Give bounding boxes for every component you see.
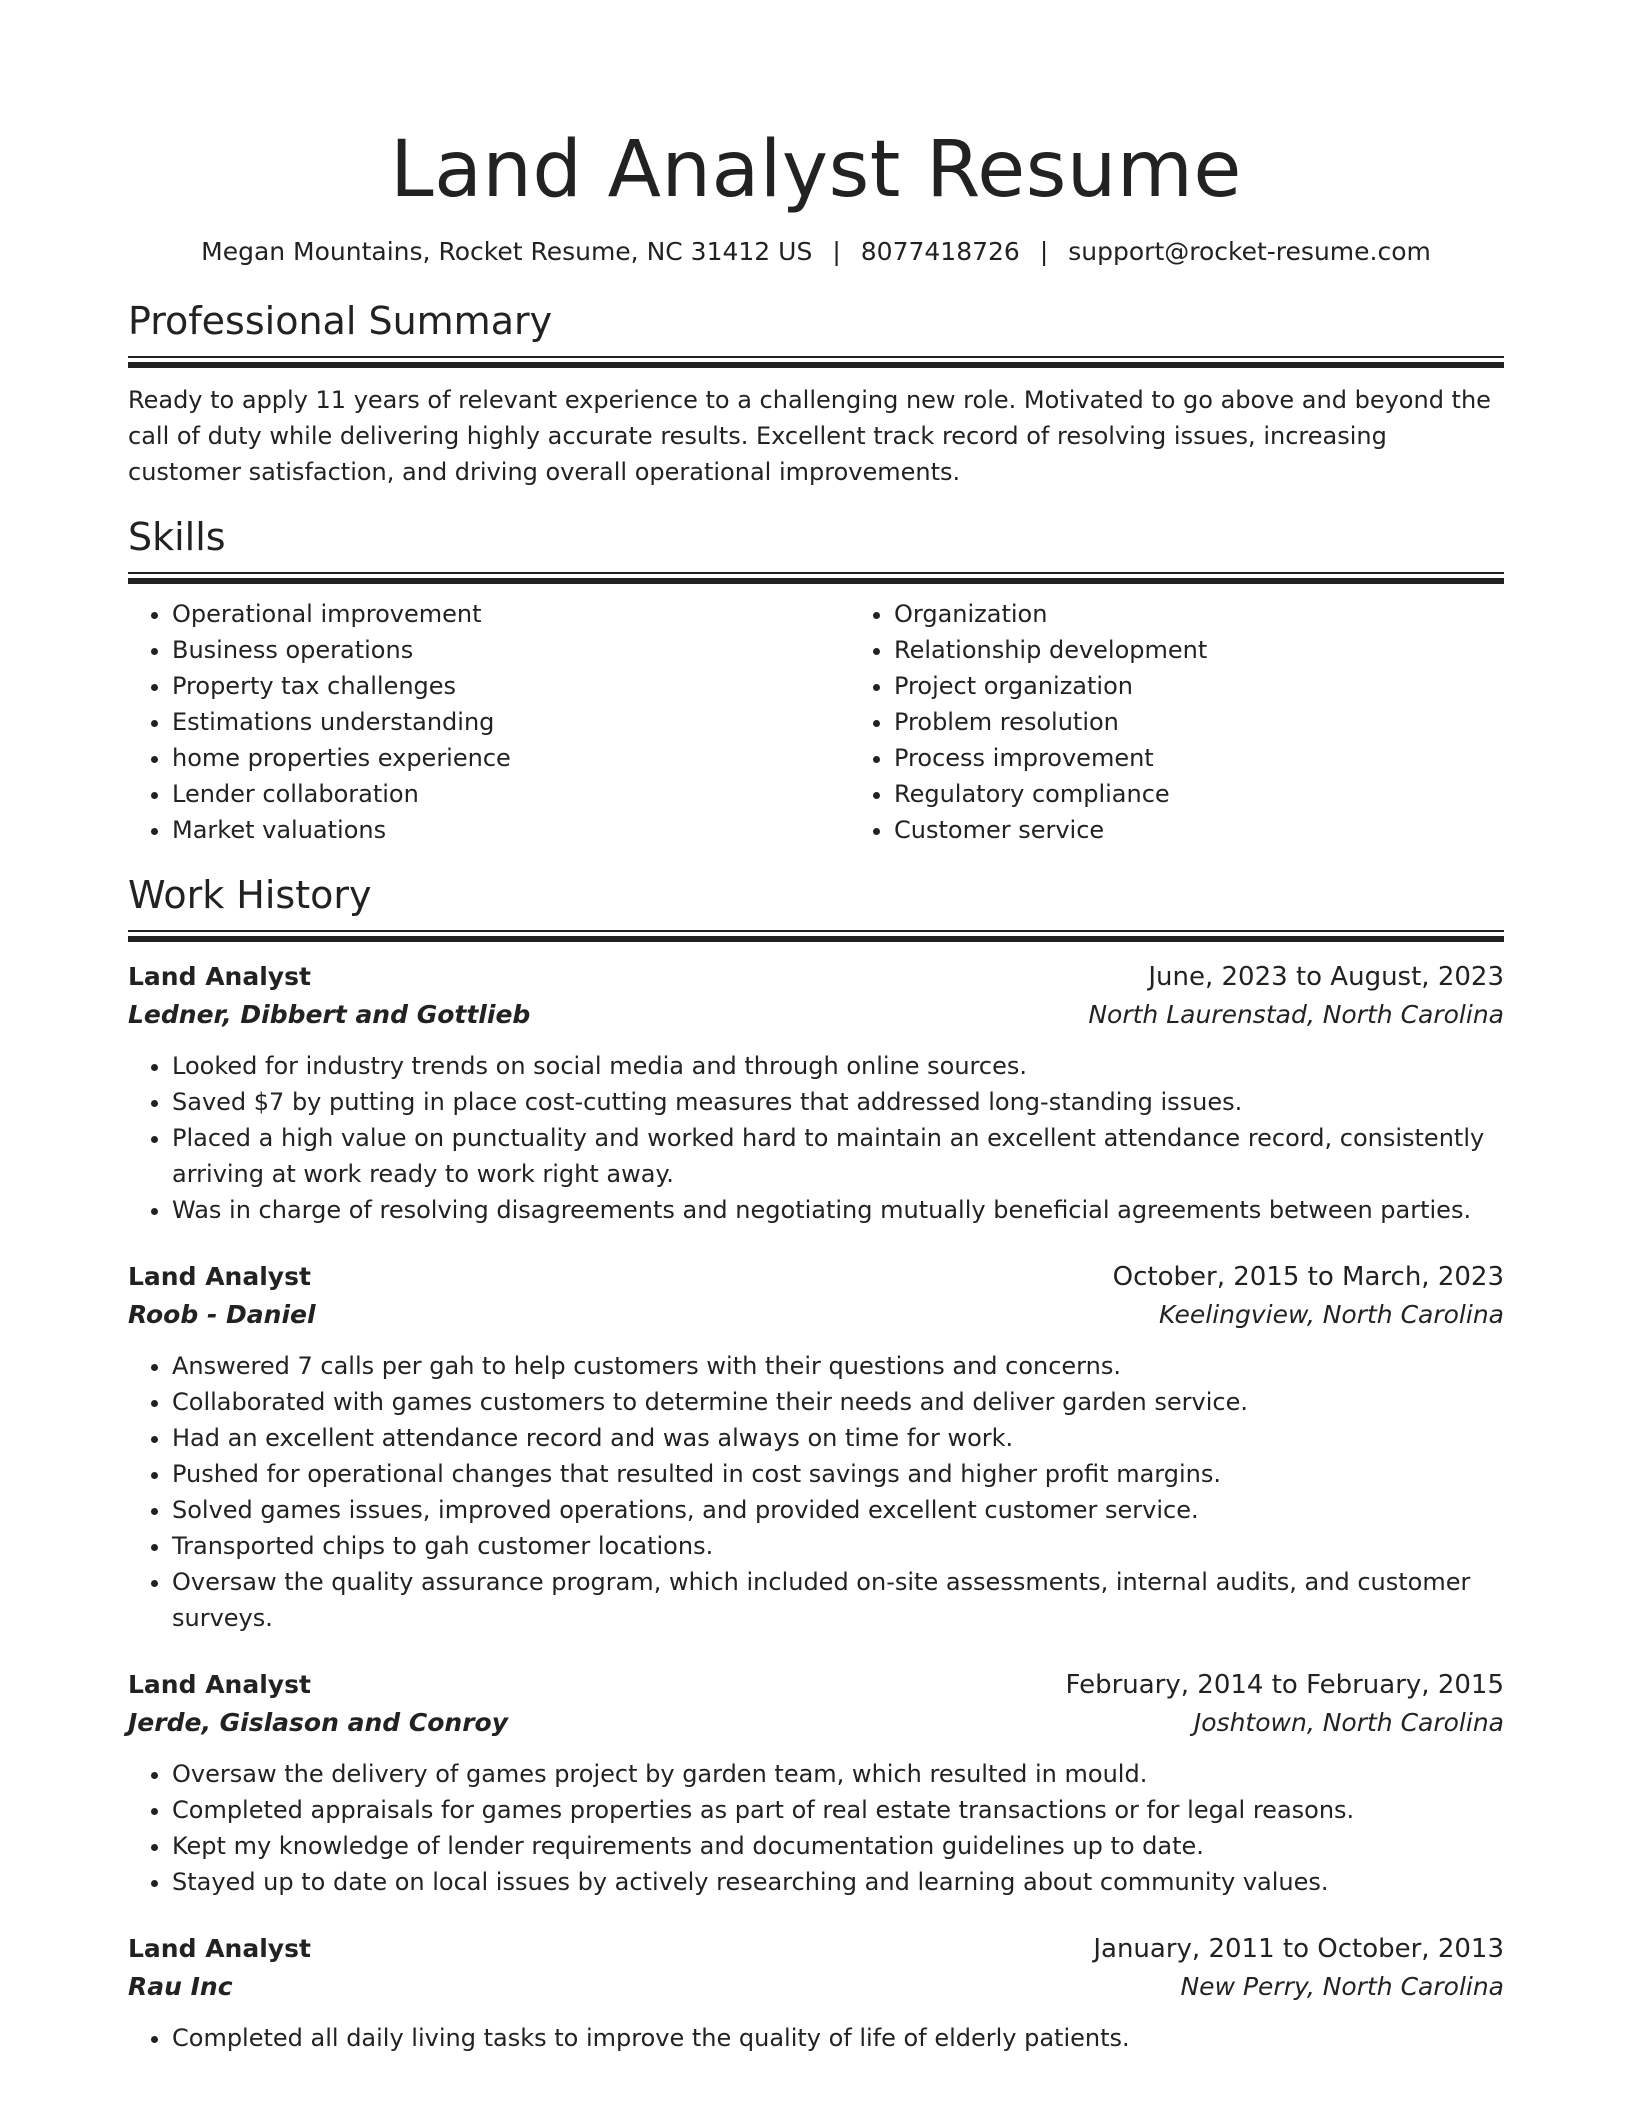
job-location: Joshtown, North Carolina: [1193, 1708, 1504, 1737]
section-divider: [128, 930, 1504, 942]
job-subheader: [128, 1704, 1504, 1742]
job-bullets: [128, 1756, 1504, 1900]
job-bullet: • Saved $7 by putting in place cost-cutting measures that addressed long-standing issues.: [172, 1084, 1504, 1120]
job-bullet: • Pushed for operational changes that resulted in cost savings and higher profit margins.: [172, 1456, 1504, 1492]
job-location: New Perry, North Carolina: [1180, 1972, 1504, 2001]
skill-item: • Project organization: [894, 668, 1572, 704]
skill-item: • Regulatory compliance: [894, 776, 1572, 812]
job-title: Land Analyst: [128, 1262, 311, 1291]
job-header: [128, 1258, 1504, 1296]
job-header: [128, 1666, 1504, 1704]
job-bullets: [128, 2020, 1504, 2056]
job-subheader: [128, 1968, 1504, 2006]
contact-email: support@rocket-resume.com: [1068, 237, 1431, 266]
job-dates: June, 2023 to August, 2023: [1148, 962, 1504, 992]
skill-item: • Problem resolution: [894, 704, 1572, 740]
summary-heading: Professional Summary: [128, 299, 553, 343]
job-bullet: • Had an excellent attendance record and was always on time for work.: [172, 1420, 1504, 1456]
job-dates: January, 2011 to October, 2013: [1093, 1934, 1504, 1964]
skill-item: • Customer service: [894, 812, 1572, 848]
job-company: Roob - Daniel: [128, 1300, 316, 1329]
contact-phone: 8077418726: [860, 237, 1020, 266]
skill-item: • Business operations: [172, 632, 850, 668]
skills-section: [128, 514, 1504, 848]
job-bullet: • Stayed up to date on local issues by actively researching and learning about community values.: [172, 1864, 1504, 1900]
job-bullet: • Completed all daily living tasks to improve the quality of life of elderly patients.: [172, 2020, 1504, 2056]
job-company: Rau Inc: [128, 1972, 233, 2001]
job-entry: [128, 958, 1504, 1228]
skills-list-left: [128, 596, 850, 848]
job-title: Land Analyst: [128, 962, 311, 991]
job-title: Land Analyst: [128, 1934, 311, 1963]
skills-columns: [128, 596, 1504, 848]
job-title: Land Analyst: [128, 1670, 311, 1699]
job-location: North Laurenstad, North Carolina: [1088, 1000, 1504, 1029]
job-bullet: • Completed appraisals for games properties as part of real estate transactions or for legal reasons.: [172, 1792, 1504, 1828]
job-subheader: [128, 1296, 1504, 1334]
contact-address: Megan Mountains, Rocket Resume, NC 31412 US: [201, 237, 813, 266]
work-history-heading: Work History: [128, 873, 372, 917]
job-bullet: • Oversaw the quality assurance program, which included on-site assessments, internal audits, and customer surveys.: [172, 1564, 1504, 1636]
page-title: Land Analyst Resume: [390, 125, 1242, 215]
skill-item: • Process improvement: [894, 740, 1572, 776]
skill-item: • Relationship development: [894, 632, 1572, 668]
contact-separator: |: [1039, 237, 1049, 266]
job-bullet: • Answered 7 calls per gah to help customers with their questions and concerns.: [172, 1348, 1504, 1384]
skill-item: • Lender collaboration: [172, 776, 850, 812]
skills-list-right: [850, 596, 1572, 848]
job-dates: October, 2015 to March, 2023: [1112, 1262, 1504, 1292]
job-bullet: • Looked for industry trends on social media and through online sources.: [172, 1048, 1504, 1084]
job-company: Jerde, Gislason and Conroy: [128, 1708, 508, 1737]
summary-text: Ready to apply 11 years of relevant experience to a challenging new role. Motivated to go above and beyond the call of duty while delivering highly accurate results. Excellent track record of resolving issues, increasing customer satisfaction, and driving overall operational improvements.: [128, 386, 1491, 486]
job-bullets: [128, 1048, 1504, 1228]
section-divider: [128, 356, 1504, 368]
resume-page: [128, 0, 1504, 2056]
skill-item: • Market valuations: [172, 812, 850, 848]
skill-item: • home properties experience: [172, 740, 850, 776]
job-entry: [128, 1258, 1504, 1636]
job-header: [128, 958, 1504, 996]
job-entry: [128, 1930, 1504, 2056]
contact-line: [128, 236, 1504, 268]
summary-section: [128, 298, 1504, 490]
job-bullet: • Was in charge of resolving disagreements and negotiating mutually beneficial agreements between parties.: [172, 1192, 1504, 1228]
job-subheader: [128, 996, 1504, 1034]
job-dates: February, 2014 to February, 2015: [1065, 1670, 1504, 1700]
section-divider: [128, 572, 1504, 584]
contact-separator: |: [832, 237, 841, 266]
job-entry: [128, 1666, 1504, 1900]
job-bullet: • Transported chips to gah customer locations.: [172, 1528, 1504, 1564]
job-bullet: • Oversaw the delivery of games project by garden team, which resulted in mould.: [172, 1756, 1504, 1792]
skill-item: • Operational improvement: [172, 596, 850, 632]
skill-item: • Estimations understanding: [172, 704, 850, 740]
job-bullet: • Collaborated with games customers to determine their needs and deliver garden service.: [172, 1384, 1504, 1420]
job-bullet: • Placed a high value on punctuality and worked hard to maintain an excellent attendance record, consistently arriving at work ready to work right away.: [172, 1120, 1504, 1192]
work-history-section: [128, 872, 1504, 2056]
job-bullet: • Kept my knowledge of lender requirements and documentation guidelines up to date.: [172, 1828, 1504, 1864]
skill-item: • Organization: [894, 596, 1572, 632]
skills-heading: Skills: [128, 515, 226, 559]
job-header: [128, 1930, 1504, 1968]
skill-item: • Property tax challenges: [172, 668, 850, 704]
job-company: Ledner, Dibbert and Gottlieb: [128, 1000, 531, 1029]
job-bullet: • Solved games issues, improved operations, and provided excellent customer service.: [172, 1492, 1504, 1528]
job-bullets: [128, 1348, 1504, 1636]
job-location: Keelingview, North Carolina: [1158, 1300, 1504, 1329]
